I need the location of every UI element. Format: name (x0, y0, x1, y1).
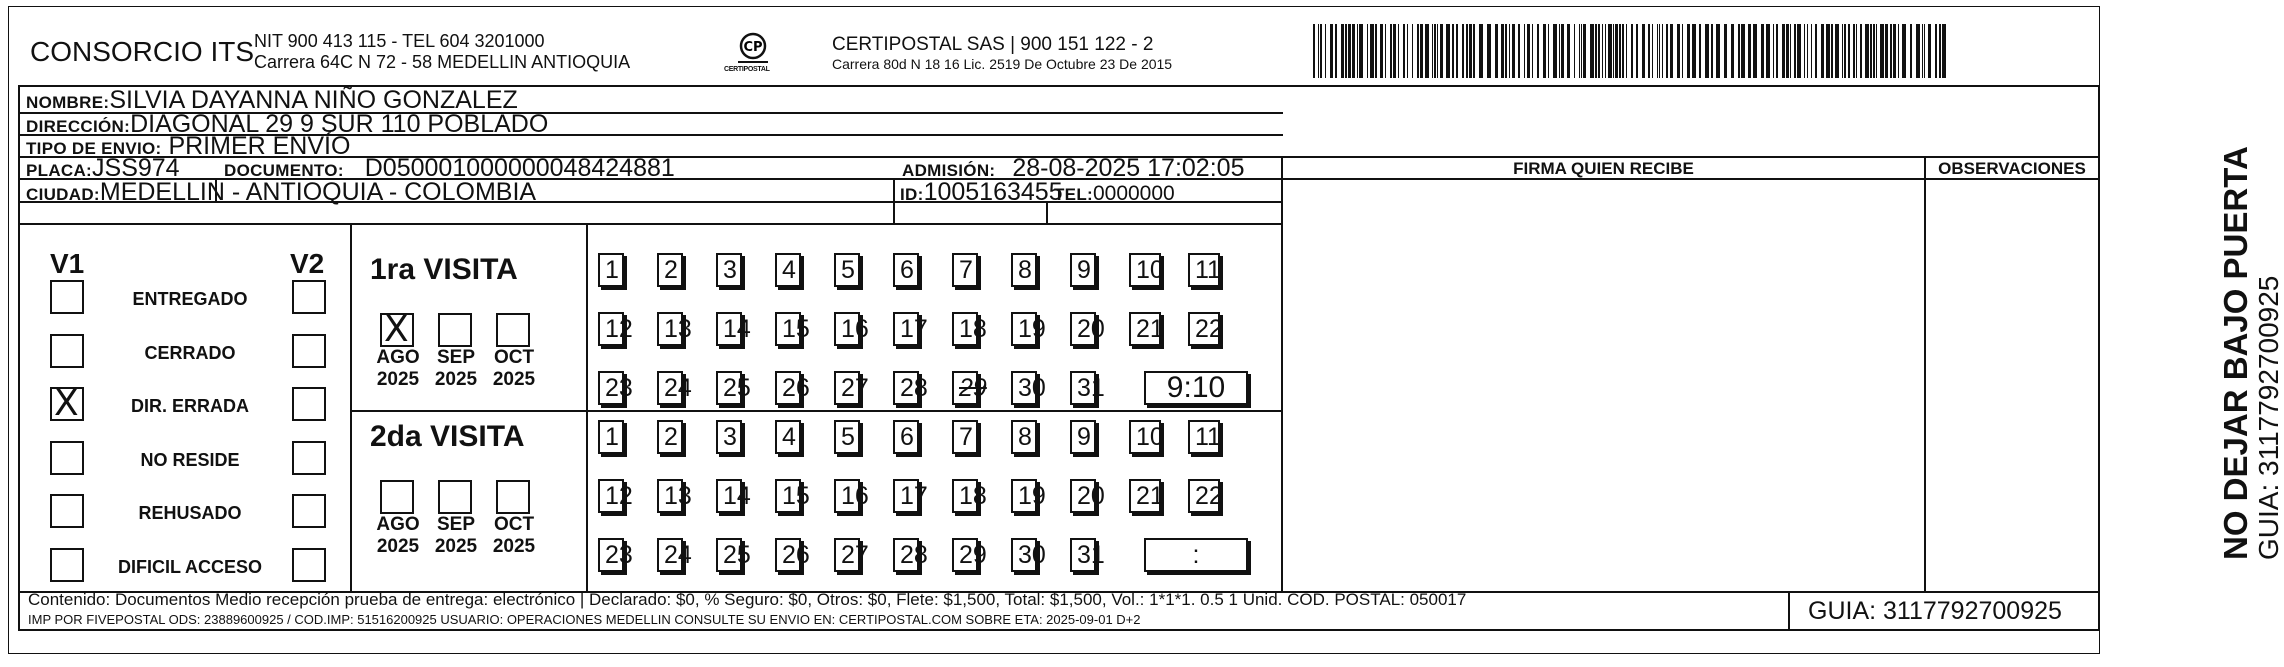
barcode-bar (1776, 24, 1778, 78)
barcode-bar (1403, 24, 1405, 78)
month-checkbox[interactable] (496, 480, 530, 514)
barcode-bar (1425, 24, 1429, 78)
time-box[interactable]: 9:10 (1144, 371, 1248, 405)
barcode-bar (1532, 24, 1533, 78)
courier-line2: Carrera 80d N 18 16 Lic. 2519 De Octubre 23 De 2015 (832, 56, 1173, 72)
month-label: AGO (376, 514, 420, 535)
barcode-bar (1318, 24, 1319, 78)
day-box[interactable]: 4 (775, 253, 801, 287)
barcode-bar (1619, 24, 1621, 78)
day-box[interactable]: 10 (1129, 420, 1161, 454)
day-box[interactable]: 5 (834, 253, 860, 287)
barcode-bar (1615, 24, 1618, 78)
barcode-bar (1412, 24, 1413, 78)
barcode-bar (1505, 24, 1507, 78)
day-box[interactable]: 28 (893, 371, 919, 405)
barcode-bar (1446, 24, 1450, 78)
year-label: 2025 (434, 369, 478, 390)
day-box[interactable]: 26 (775, 538, 801, 572)
footer-line1: Contenido: Documentos Medio recepción prueba de entrega: electrónico | Declarado: $0, % Seguro: $0, Otros: $0, Flete: $1,500, Total: $1,500, Vol.: 1*1*1. 0.5 1 Unid. COD. POSTAL: 050017 (28, 590, 1467, 609)
day-box[interactable]: 22 (1188, 479, 1220, 513)
barcode-bar (1652, 24, 1653, 78)
first-visit-title: 1ra VISITA (370, 253, 518, 286)
barcode-bar (1642, 24, 1645, 78)
tel-cell (1054, 178, 1175, 209)
barcode-bar (1598, 24, 1600, 78)
year-label: 2025 (434, 536, 478, 557)
barcode-bar (1815, 24, 1817, 78)
shipment-type-label: TIPO DE ENVIO: (26, 139, 162, 158)
barcode-bar (1692, 24, 1696, 78)
barcode-bar (1916, 24, 1920, 78)
barcode-bar (1341, 24, 1344, 78)
barcode-bar (1731, 24, 1734, 78)
barcode-bar (1662, 24, 1663, 78)
observations-label: OBSERVACIONES (1938, 159, 2086, 178)
barcode-bar (1367, 24, 1368, 78)
tel-value: 0000000 (1092, 182, 1175, 205)
receiver-signature-area[interactable] (1285, 181, 1922, 589)
svg-text:CP: CP (743, 40, 763, 55)
barcode-bar (1559, 24, 1560, 78)
status-label: DIFICIL ACCESO (117, 557, 262, 577)
barcode-bar (1512, 24, 1515, 78)
v2-checkbox[interactable] (292, 441, 326, 475)
barcode-bar (1893, 24, 1896, 78)
barcode-bar (1440, 24, 1443, 78)
barcode-bar (1385, 24, 1386, 78)
day-box[interactable]: 25 (716, 371, 742, 405)
v2-checkbox[interactable] (292, 334, 326, 368)
barcode-bar (1935, 24, 1937, 78)
day-box[interactable]: 4 (775, 420, 801, 454)
certipostal-logo (724, 30, 778, 80)
barcode-bar (1738, 24, 1740, 78)
barcode-bar (1942, 24, 1946, 78)
day-box[interactable]: 6 (893, 253, 919, 287)
admission-label: ADMISIÓN: (902, 161, 996, 180)
day-box[interactable]: 2 (657, 253, 683, 287)
barcode-bar (1466, 24, 1468, 78)
barcode-bar (1699, 24, 1701, 78)
day-box[interactable]: 6 (893, 420, 919, 454)
month-label: SEP (436, 347, 476, 368)
logo-text: CERTIPOSTAL (724, 66, 770, 73)
barcode-bar (1687, 24, 1690, 78)
barcode-bar (1501, 24, 1504, 78)
barcode-bar (1705, 24, 1709, 78)
side-text (2218, 146, 2284, 560)
receiver-signature-label: FIRMA QUIEN RECIBE (1513, 159, 1694, 178)
barcode-bar (1790, 24, 1791, 78)
v2-checkbox[interactable] (292, 280, 326, 314)
barcode-bar (1330, 24, 1333, 78)
day-box[interactable]: 28 (893, 538, 919, 572)
id-value: 1005163455 (923, 178, 1063, 206)
v1-checkbox[interactable] (50, 383, 84, 424)
city-label: CIUDAD: (26, 185, 100, 204)
barcode (1313, 24, 1949, 78)
barcode-bar (1590, 24, 1594, 78)
barcode-bar (1753, 24, 1757, 78)
barcode-bar (1666, 24, 1668, 78)
v1-checkbox[interactable] (50, 280, 84, 314)
day-box[interactable]: 24 (657, 371, 683, 405)
month-checkbox[interactable] (380, 309, 414, 350)
v1-checkbox[interactable] (50, 334, 84, 368)
barcode-bar (1659, 24, 1660, 78)
v2-checkbox[interactable] (292, 387, 326, 421)
city-value: MEDELLIN - ANTIOQUIA - COLOMBIA (99, 178, 537, 206)
day-box[interactable]: 11 (1188, 253, 1220, 287)
barcode-bar (1527, 24, 1530, 78)
day-box[interactable]: 13 (657, 312, 683, 346)
barcode-bar (1479, 24, 1483, 78)
barcode-bar (1398, 24, 1399, 78)
barcode-bar (1518, 24, 1520, 78)
day-box[interactable]: 23 (598, 371, 624, 405)
barcode-bar (1462, 24, 1464, 78)
barcode-bar (1773, 24, 1774, 78)
year-label: 2025 (492, 536, 536, 557)
barcode-bar (1807, 24, 1808, 78)
document-value: D050001000000048424881 (364, 154, 675, 182)
barcode-bar (1797, 24, 1801, 78)
day-box[interactable]: 16 (834, 479, 860, 513)
barcode-bar (1794, 24, 1796, 78)
barcode-bar (1553, 24, 1557, 78)
v1-label: V1 (50, 248, 85, 279)
year-label: 2025 (376, 536, 420, 557)
barcode-bar (1320, 24, 1322, 78)
day-box[interactable]: 27 (834, 371, 860, 405)
month-label: AGO (376, 347, 420, 368)
city-cell (26, 178, 536, 209)
barcode-bar (1716, 24, 1720, 78)
barcode-bar (1613, 24, 1614, 78)
barcode-bar (1670, 24, 1673, 78)
barcode-bar (1537, 24, 1539, 78)
barcode-bar (1524, 24, 1525, 78)
day-box[interactable]: 29 (952, 538, 978, 572)
day-box[interactable]: 8 (1011, 420, 1037, 454)
barcode-bar (1390, 24, 1392, 78)
day-box[interactable]: 13 (657, 479, 683, 513)
v1-checkbox[interactable] (50, 441, 84, 475)
barcode-bar (1657, 24, 1658, 78)
barcode-bar (1469, 24, 1472, 78)
day-box[interactable]: 21 (1129, 312, 1161, 346)
barcode-bar (1677, 24, 1680, 78)
day-box[interactable]: 15 (775, 312, 801, 346)
barcode-bar (1835, 24, 1839, 78)
barcode-bar (1345, 24, 1347, 78)
barcode-bar (1826, 24, 1830, 78)
barcode-bar (1922, 24, 1923, 78)
barcode-bar (1804, 24, 1805, 78)
month-label: SEP (436, 514, 476, 535)
day-box[interactable]: 3 (716, 420, 742, 454)
day-box[interactable]: 7 (952, 420, 978, 454)
barcode-bar (1842, 24, 1843, 78)
barcode-bar (1595, 24, 1597, 78)
status-label: REHUSADO (138, 503, 242, 523)
day-box[interactable]: 8 (1011, 253, 1037, 287)
day-box[interactable]: 25 (716, 538, 742, 572)
barcode-bar (1711, 24, 1713, 78)
barcode-bar (1821, 24, 1824, 78)
barcode-bar (1766, 24, 1770, 78)
barcode-bar (1437, 24, 1438, 78)
day-box[interactable]: 11 (1188, 420, 1220, 454)
day-box[interactable]: 20 (1070, 479, 1096, 513)
day-box[interactable]: 14 (716, 479, 742, 513)
day-box[interactable]: 18 (952, 479, 978, 513)
barcode-bar (1473, 24, 1475, 78)
barcode-bar (1357, 24, 1358, 78)
day-box[interactable]: 30 (1011, 538, 1037, 572)
barcode-bar (1928, 24, 1931, 78)
observations-area[interactable] (1928, 181, 2096, 589)
barcode-bar (1856, 24, 1857, 78)
barcode-bar (1548, 24, 1549, 78)
day-box[interactable]: 10 (1129, 253, 1161, 287)
company-name: CONSORCIO ITS (30, 36, 255, 67)
barcode-bar (1417, 24, 1419, 78)
barcode-bar (1924, 24, 1925, 78)
day-box[interactable]: 31 (1070, 371, 1096, 405)
courier-line1: CERTIPOSTAL SAS | 900 151 122 - 2 (832, 34, 1154, 55)
barcode-bar (1495, 24, 1498, 78)
barcode-bar (1456, 24, 1458, 78)
barcode-bar (1865, 24, 1869, 78)
second-visit-title: 2da VISITA (370, 420, 525, 453)
barcode-bar (1782, 24, 1785, 78)
day-box[interactable]: 22 (1188, 312, 1220, 346)
year-label: 2025 (492, 369, 536, 390)
month-label: OCT (493, 514, 535, 535)
recipient-name: SILVIA DAYANNA NIÑO GONZALEZ (109, 86, 518, 114)
recipient-address: DIAGONAL 29 9 SUR 110 POBLADO (130, 110, 549, 138)
tel-label: TEL: (1054, 185, 1093, 204)
check-mark: X (384, 309, 409, 350)
month-checkbox[interactable] (438, 480, 472, 514)
barcode-bar (1335, 24, 1337, 78)
barcode-bar (1407, 24, 1408, 78)
month-checkbox[interactable] (438, 313, 472, 347)
day-box[interactable]: 16 (834, 312, 860, 346)
barcode-bar (1622, 24, 1624, 78)
day-box[interactable]: 20 (1070, 312, 1096, 346)
year-label: 2025 (376, 369, 420, 390)
barcode-bar (1848, 24, 1850, 78)
barcode-bar (1543, 24, 1546, 78)
barcode-bar (1631, 24, 1633, 78)
barcode-bar (1583, 24, 1586, 78)
footer-line2: IMP POR FIVEPOSTAL ODS: 23889600925 / COD.IMP: 51516200925 USUARIO: OPERACIONES MEDELLIN CONSULTE SU ENVIO EN: CERTIPOSTAL.COM SOBRE ETA: 2025-09-01 D+2 (28, 612, 1141, 627)
barcode-bar (1509, 24, 1510, 78)
barcode-bar (1860, 24, 1862, 78)
status-label: ENTREGADO (132, 289, 248, 309)
status-label: NO RESIDE (140, 450, 240, 470)
day-box[interactable]: 9 (1070, 253, 1096, 287)
day-box[interactable]: 12 (598, 479, 624, 513)
barcode-bar (1748, 24, 1751, 78)
time-box[interactable]: : (1144, 538, 1248, 572)
barcode-bar (1608, 24, 1612, 78)
barcode-bar (1348, 24, 1351, 78)
day-box[interactable]: 15 (775, 479, 801, 513)
day-box[interactable]: 1 (598, 253, 624, 287)
day-box[interactable]: 17 (893, 312, 919, 346)
day-box[interactable]: 31 (1070, 538, 1096, 572)
barcode-bar (1626, 24, 1627, 78)
side-guide-number: GUIA: 3117792700925 (2253, 275, 2284, 560)
barcode-bar (1682, 24, 1683, 78)
day-box[interactable]: 14 (716, 312, 742, 346)
day-box[interactable]: 5 (834, 420, 860, 454)
barcode-bar (1811, 24, 1812, 78)
barcode-bar (1452, 24, 1454, 78)
barcode-bar (1325, 24, 1326, 78)
barcode-bar (1761, 24, 1764, 78)
barcode-bar (1885, 24, 1888, 78)
barcode-bar (1352, 24, 1355, 78)
barcode-bar (1880, 24, 1884, 78)
day-box[interactable]: 7 (952, 253, 978, 287)
day-box[interactable]: 30 (1011, 371, 1037, 405)
day-box[interactable]: 2 (657, 420, 683, 454)
month-checkbox[interactable] (496, 313, 530, 347)
barcode-bar (1844, 24, 1846, 78)
day-box[interactable]: 1 (598, 420, 624, 454)
barcode-bar (1831, 24, 1833, 78)
barcode-bar (1898, 24, 1899, 78)
v2-checkbox[interactable] (292, 494, 326, 528)
v2-checkbox[interactable] (292, 548, 326, 582)
barcode-bar (1939, 24, 1941, 78)
shipment-type: PRIMER ENVÍO (168, 132, 351, 160)
day-box[interactable]: 3 (716, 253, 742, 287)
barcode-bar (1393, 24, 1396, 78)
day-box[interactable]: 21 (1129, 479, 1161, 513)
day-box[interactable]: 9 (1070, 420, 1096, 454)
v1-checkbox[interactable] (50, 494, 84, 528)
day-box[interactable]: 23 (598, 538, 624, 572)
v2-label: V2 (290, 248, 325, 279)
barcode-bar (1359, 24, 1363, 78)
barcode-bar (1741, 24, 1745, 78)
status-label: DIR. ERRADA (130, 396, 249, 416)
barcode-bar (1567, 24, 1570, 78)
company-line1: NIT 900 413 115 - TEL 604 3201000 (254, 31, 545, 51)
day-box[interactable]: 26 (775, 371, 801, 405)
barcode-bar (1579, 24, 1580, 78)
admission-value: 28-08-2025 17:02:05 (1012, 154, 1245, 182)
id-label: ID: (900, 185, 924, 204)
day-box[interactable]: 18 (952, 312, 978, 346)
barcode-bar (1853, 24, 1855, 78)
barcode-bar (1786, 24, 1789, 78)
barcode-bar (1375, 24, 1377, 78)
barcode-bar (1313, 24, 1315, 78)
footer-guide-number: GUIA: 3117792700925 (1808, 597, 2062, 625)
address-label: DIRECCIÓN: (26, 117, 131, 136)
company-line2: Carrera 64C N 72 - 58 MEDELLIN ANTIOQUIA (254, 52, 631, 72)
plate-label: PLACA: (26, 161, 93, 180)
day-box[interactable]: 19 (1011, 312, 1037, 346)
day-box[interactable]: 24 (657, 538, 683, 572)
barcode-bar (1370, 24, 1374, 78)
barcode-bar (1910, 24, 1912, 78)
status-label: CERRADO (144, 343, 236, 363)
barcode-bar (1648, 24, 1650, 78)
do-not-leave-under-door: NO DEJAR BAJO PUERTA (2217, 146, 2254, 560)
month-label: OCT (493, 347, 535, 368)
barcode-bar (1561, 24, 1564, 78)
barcode-bar (1724, 24, 1727, 78)
barcode-bar (1581, 24, 1582, 78)
day-box[interactable]: 19 (1011, 479, 1037, 513)
v1-checkbox[interactable] (50, 548, 84, 582)
barcode-bar (1876, 24, 1877, 78)
barcode-bar (1487, 24, 1491, 78)
barcode-bar (1602, 24, 1603, 78)
barcode-bar (1420, 24, 1423, 78)
barcode-bar (1890, 24, 1892, 78)
id-cell (900, 178, 1063, 209)
barcode-bar (1605, 24, 1606, 78)
barcode-bar (1432, 24, 1433, 78)
barcode-bar (1873, 24, 1875, 78)
day-box[interactable]: 29 (952, 371, 978, 405)
barcode-bar (1434, 24, 1436, 78)
barcode-bar (1380, 24, 1383, 78)
barcode-bar (1902, 24, 1906, 78)
day-box[interactable]: 27 (834, 538, 860, 572)
day-box[interactable]: 12 (598, 312, 624, 346)
check-mark: X (54, 383, 79, 424)
name-label: NOMBRE: (26, 93, 110, 112)
barcode-bar (1636, 24, 1638, 78)
day-box[interactable]: 17 (893, 479, 919, 513)
plate-value: JSS974 (92, 154, 180, 182)
month-checkbox[interactable] (380, 480, 414, 514)
barcode-bar (1870, 24, 1872, 78)
document-label: DOCUMENTO: (224, 161, 344, 180)
barcode-bar (1574, 24, 1575, 78)
